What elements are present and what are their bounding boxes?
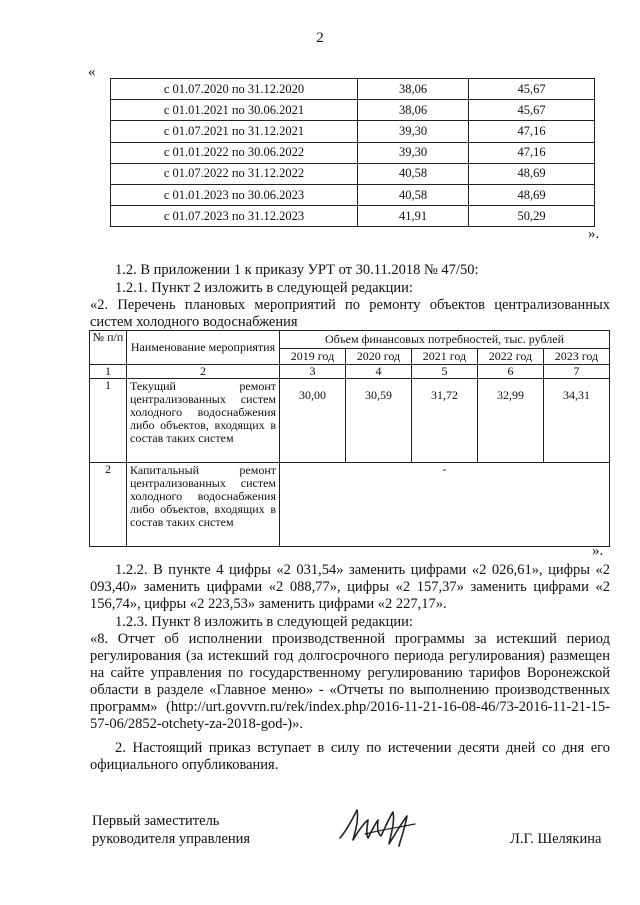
year-header: 2019 год: [280, 349, 346, 365]
tariff-row: [111, 121, 595, 142]
tariff-v2: 47,16: [469, 142, 595, 163]
tariff-period: с 01.07.2022 по 31.12.2022: [111, 163, 358, 184]
tariff-period: с 01.01.2021 по 30.06.2021: [111, 100, 358, 121]
column-number: 6: [477, 365, 543, 379]
tariff-v1: 38,06: [358, 100, 469, 121]
column-number: 2: [127, 365, 280, 379]
tariff-row: [111, 142, 595, 163]
paragraph-2: 2. Настоящий приказ вступает в силу по истечении десяти дней со дня его официального опубликования.: [90, 740, 610, 773]
signatory-name: Л.Г. Шелякина: [510, 831, 602, 847]
tariff-v2: 48,69: [469, 184, 595, 205]
row-1-value-2021: 31,72: [411, 379, 477, 463]
year-header: 2020 год: [345, 349, 411, 365]
year-header: 2022 год: [477, 349, 543, 365]
row-2-name: Капитальный ремонт централизованных систем холодного водоснабжения либо объектов, входящих в состав таких систем: [127, 463, 280, 547]
row-2-num: 2: [90, 463, 127, 547]
tariff-v1: 40,58: [358, 163, 469, 184]
tariff-v2: 47,16: [469, 121, 595, 142]
paragraph-2-title: «2. Перечень плановых мероприятий по ремонту объектов централизованных систем холодного водоснабжения: [90, 297, 610, 330]
tariff-period: с 01.07.2023 по 31.12.2023: [111, 206, 358, 227]
plan-table: [89, 330, 610, 547]
paragraph-1-2: 1.2. В приложении 1 к приказу УРТ от 30.11.2018 № 47/50:: [115, 262, 479, 278]
row-1-value-2019: 30,00: [280, 379, 346, 463]
open-quote: «: [88, 64, 96, 80]
page-number: 2: [316, 30, 324, 46]
header-volume: Объем финансовых потребностей, тыс. рублей: [280, 331, 610, 349]
signatory-title: [92, 812, 250, 848]
close-quote-2: ».: [592, 543, 604, 559]
row-1-value-2023: 34,31: [543, 379, 609, 463]
tariff-v2: 48,69: [469, 163, 595, 184]
year-header: 2023 год: [543, 349, 609, 365]
close-quote-1: ».: [588, 226, 600, 242]
handwritten-signature: [335, 800, 425, 855]
signatory-title-line2: руководителя управления: [92, 831, 251, 847]
tariff-row: [111, 163, 595, 184]
tariff-v1: 39,30: [358, 142, 469, 163]
row-1-num: 1: [90, 379, 127, 463]
tariff-period: с 01.01.2023 по 30.06.2023: [111, 184, 358, 205]
signatory-title-line1: Первый заместитель: [92, 813, 220, 829]
tariff-v2: 50,29: [469, 206, 595, 227]
tariff-v1: 39,30: [358, 121, 469, 142]
tariff-row: [111, 100, 595, 121]
tariff-table: [110, 78, 595, 227]
tariff-period: с 01.07.2020 по 31.12.2020: [111, 79, 358, 100]
row-2-dash: -: [280, 463, 610, 547]
tariff-row: [111, 79, 595, 100]
column-number: 7: [543, 365, 609, 379]
column-number: 5: [411, 365, 477, 379]
tariff-v2: 45,67: [469, 100, 595, 121]
paragraph-1-2-3: 1.2.3. Пункт 8 изложить в следующей редакции:: [115, 614, 413, 630]
column-number: 3: [280, 365, 346, 379]
tariff-v1: 41,91: [358, 206, 469, 227]
row-1-value-2020: 30,59: [345, 379, 411, 463]
paragraph-8: «8. Отчет об исполнении производственной программы за истекший период регулирования (за истекший год долгосрочного периода регулирования) размещен на сайте управления по государственному регулированию тарифов Воронежской области в разделе «Главное меню» - «Отчеты по выполнению производственных программ» (http://urt.govvrn.ru/rek/index.php/2016-11-21-16-08-46/73-2016-11-21-15-57-06/2852-otchety-za-2018-god-)».: [90, 631, 610, 732]
tariff-period: с 01.01.2022 по 30.06.2022: [111, 142, 358, 163]
row-1-value-2022: 32,99: [477, 379, 543, 463]
header-num: № п/п: [90, 331, 127, 365]
row-1-name: Текущий ремонт централизованных систем холодного водоснабжения либо объектов, входящих в состав таких систем: [127, 379, 280, 463]
header-name: Наименование мероприятия: [127, 331, 280, 365]
tariff-v2: 45,67: [469, 79, 595, 100]
tariff-period: с 01.07.2021 по 31.12.2021: [111, 121, 358, 142]
tariff-row: [111, 184, 595, 205]
tariff-v1: 40,58: [358, 184, 469, 205]
column-number: 1: [90, 365, 127, 379]
paragraph-1-2-2: 1.2.2. В пункте 4 цифры «2 031,54» заменить цифрами «2 026,61», цифры «2 093,40» заменить цифрами «2 088,77», цифры «2 157,37» заменить цифрами «2 156,74», цифры «2 223,53» заменить цифрами «2 227,17».: [90, 562, 610, 612]
column-number: 4: [345, 365, 411, 379]
tariff-v1: 38,06: [358, 79, 469, 100]
paragraph-1-2-1: 1.2.1. Пункт 2 изложить в следующей редакции:: [115, 280, 413, 296]
tariff-row: [111, 206, 595, 227]
year-header: 2021 год: [411, 349, 477, 365]
